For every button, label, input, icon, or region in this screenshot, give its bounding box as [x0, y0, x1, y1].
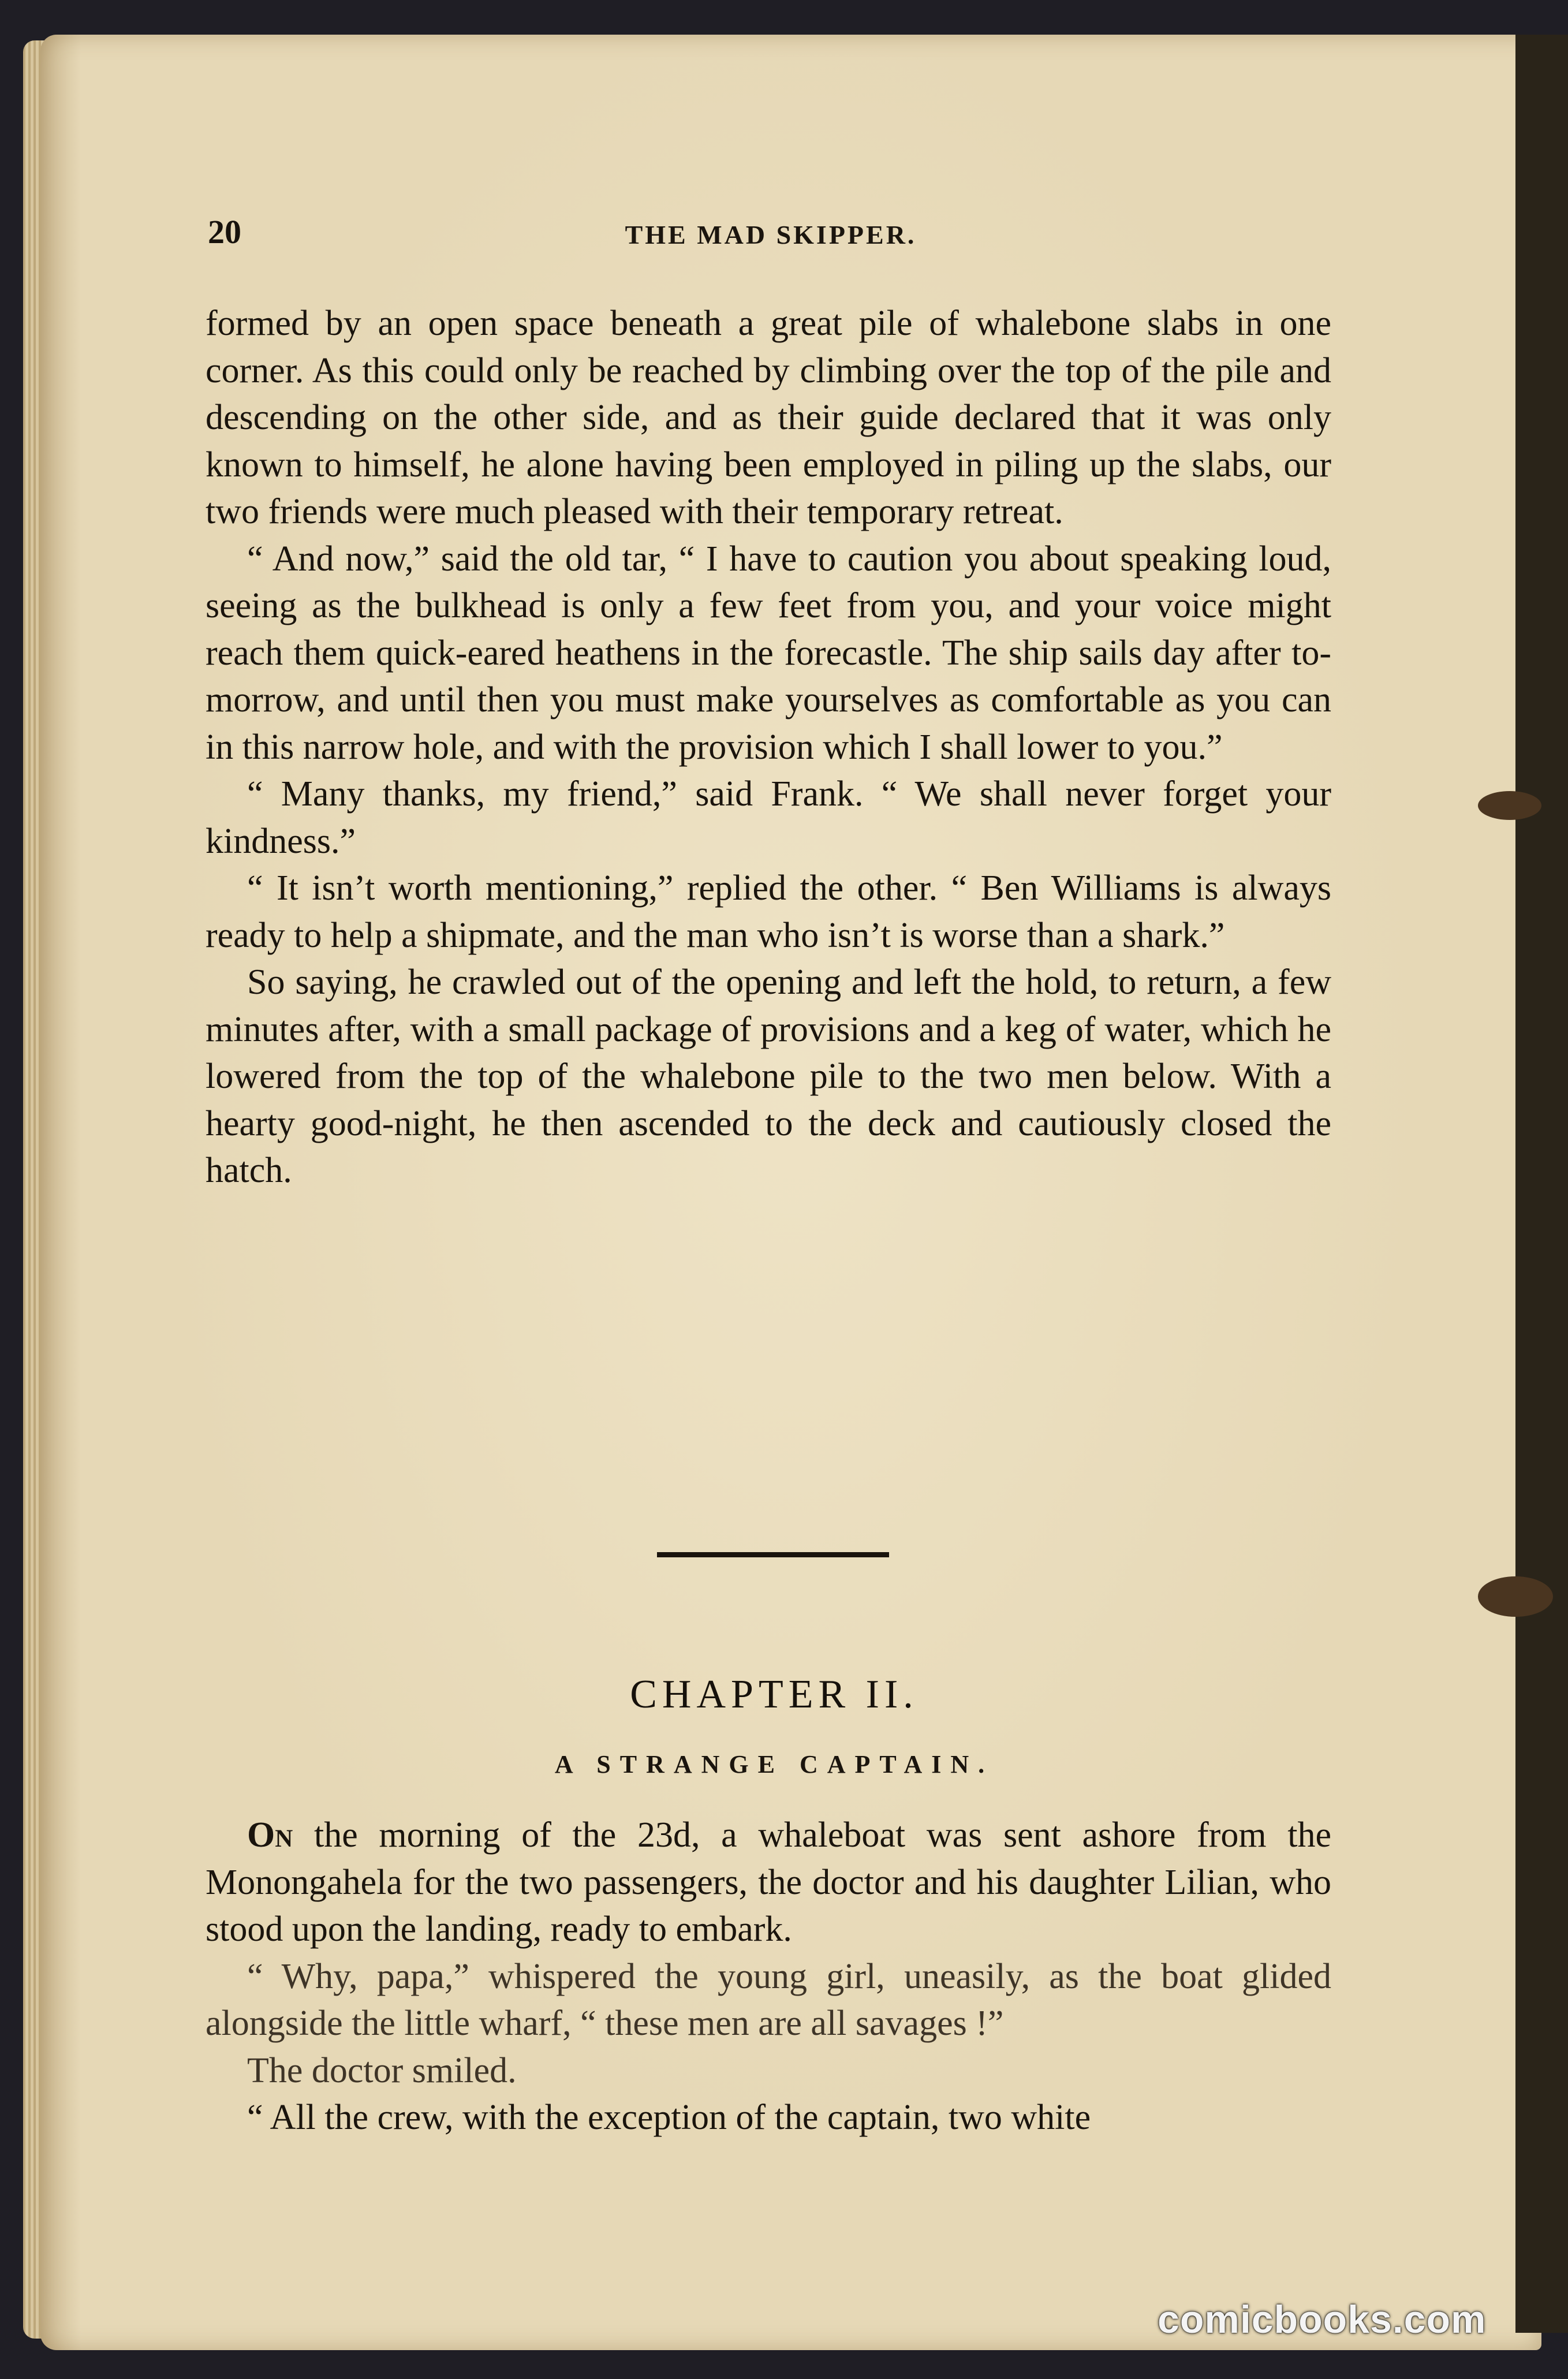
chapter-subtitle: A STRANGE CAPTAIN. [554, 1750, 994, 1778]
chapter-heading: CHAPTER II. [630, 1672, 919, 1717]
paragraph: “ And now,” said the old tar, “ I have to caution you about speaking loud, seeing as the bulkhead is only a few feet from you, and your voice might reach them quick-eared heathens in the forecastle. The ship sails day after to-morrow, and until then you must make yourselves as comfortable as you can in this narrow hole, and with the provision which I shall lower to you.” [206, 539, 1331, 767]
body-text-top [206, 300, 1331, 1195]
watermark: comicbooks.com [1158, 2298, 1487, 2341]
running-head: THE MAD SKIPPER. [625, 220, 917, 249]
paragraph [206, 1812, 1331, 1953]
page-number: 20 [208, 213, 241, 251]
paragraph: formed by an open space beneath a great pile of whalebone slabs in one corner. As this could only be reached by climbing over the top of the pile and descending on the other side, and as their guide declared that it was only known to himself, he alone having been employed in piling up the slabs, our two friends were much pleased with their temporary retreat. [206, 304, 1331, 531]
section-divider [657, 1552, 889, 1557]
binding-edge [1515, 35, 1568, 2333]
paragraph: “ It isn’t worth mentioning,” replied the other. “ Ben Williams is always ready to help a shipmate, and the man who isn’t is worse than a shark.” [206, 868, 1331, 955]
stain-mark [1478, 1576, 1553, 1617]
opening-word: On [247, 1815, 293, 1855]
page-header [208, 212, 1334, 253]
paragraph-text: the morning of the 23d, a whaleboat was sent ashore from the Monongahela for the two passengers, the doctor and his daughter Lilian, who stood upon the landing, ready to embark. [206, 1815, 1331, 1949]
paragraph: “ Many thanks, my friend,” said Frank. “ We shall never forget your kindness.” [206, 774, 1331, 861]
paragraph: So saying, he crawled out of the opening and left the hold, to return, a few minutes after, with a small package of provisions and a keg of water, which he lowered from the top of the whalebone pile to the two men below. With a hearty good-night, he then ascended to the deck and cautiously closed the hatch. [206, 963, 1331, 1190]
body-text-bottom [206, 1812, 1331, 2142]
stain-mark [1478, 791, 1541, 820]
paragraph: The doctor smiled. [247, 2050, 517, 2090]
paragraph: “ Why, papa,” whispered the young girl, uneasily, as the boat glided alongside the little wharf, “ these men are all savages !” [206, 1956, 1331, 2043]
paragraph: “ All the crew, with the exception of the captain, two white [247, 2098, 1091, 2137]
